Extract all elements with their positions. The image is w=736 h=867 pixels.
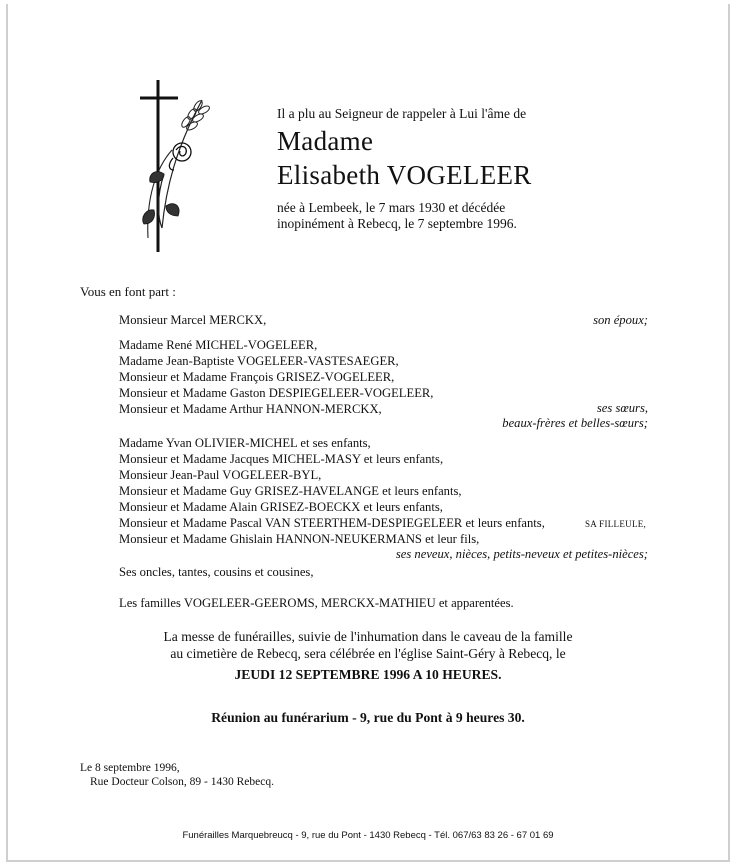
nephew-row: Monsieur Jean-Paul VOGELEER-BYL, bbox=[119, 468, 322, 482]
nephew-row: Monsieur et Madame Pascal VAN STEERTHEM-DESPIEGELEER et leurs enfants, bbox=[119, 516, 545, 530]
sibling-row: Monsieur et Madame François GRISEZ-VOGELEER, bbox=[119, 370, 395, 384]
death-line: inopinément à Rebecq, le 7 septembre 1996. bbox=[277, 216, 517, 231]
nephew-row: Madame Yvan OLIVIER-MICHEL et ses enfants, bbox=[119, 436, 371, 450]
funeral-line-2: au cimetière de Rebecq, sera célébrée en l'église Saint-Géry à Rebecq, le bbox=[170, 646, 566, 661]
nephew-row: Monsieur et Madame Ghislain HANNON-NEUKERMANS et leur fils, bbox=[119, 532, 480, 546]
deceased-name: Elisabeth VOGELEER bbox=[277, 160, 532, 190]
intro-text: Il a plu au Seigneur de rappeler à Lui l'âme de bbox=[277, 106, 527, 121]
siblings-relation-2: beaux-frères et belles-sœurs; bbox=[502, 416, 648, 430]
nephew-row: Monsieur et Madame Alain GRISEZ-BOECKX et leurs enfants, bbox=[119, 500, 443, 514]
nephews-relation: ses neveux, nièces, petits-neveux et petites-nièces; bbox=[395, 547, 648, 561]
family-address: Rue Docteur Colson, 89 - 1430 Rebecq. bbox=[90, 776, 274, 788]
letter-date: Le 8 septembre 1996, bbox=[80, 762, 180, 774]
nephew-row: Monsieur et Madame Jacques MICHEL-MASY et leurs enfants, bbox=[119, 452, 444, 466]
sibling-row: Madame Jean-Baptiste VOGELEER-VASTESAEGER, bbox=[119, 354, 399, 368]
siblings-relation: ses sœurs, bbox=[596, 401, 648, 415]
birth-line: née à Lembeek, le 7 mars 1930 et décédée bbox=[277, 200, 506, 215]
announce-label: Vous en font part : bbox=[80, 284, 176, 299]
nephew-row: Monsieur et Madame Guy GRISEZ-HAVELANGE et leurs enfants, bbox=[119, 484, 462, 498]
birth-death-info bbox=[277, 200, 517, 232]
sibling-row: Madame René MICHEL-VOGELEER, bbox=[119, 338, 318, 352]
uncles-line: Ses oncles, tantes, cousins et cousines, bbox=[119, 565, 314, 579]
funeral-info bbox=[0, 628, 736, 662]
filleule-note: SA FILLEULE, bbox=[585, 519, 647, 529]
funeral-home-footer: Funérailles Marquebreucq - 9, rue du Pont - 1430 Rebecq - Tél. 067/63 83 26 - 67 01 69 bbox=[182, 830, 554, 841]
spouse-name: Monsieur Marcel MERCKX, bbox=[119, 313, 267, 327]
sibling-row: Monsieur et Madame Arthur HANNON-MERCKX, bbox=[119, 402, 382, 416]
funeral-date: JEUDI 12 SEPTEMBRE 1996 A 10 HEURES. bbox=[234, 667, 502, 682]
reunion-info: Réunion au funérarium - 9, rue du Pont à 9 heures 30. bbox=[211, 710, 525, 725]
sibling-row: Monsieur et Madame Gaston DESPIEGELEER-VOGELEER, bbox=[119, 386, 434, 400]
title-salutation: Madame bbox=[277, 126, 374, 156]
funeral-line-1: La messe de funérailles, suivie de l'inhumation dans le caveau de la famille bbox=[163, 629, 573, 644]
place-and-date bbox=[80, 761, 274, 789]
spouse-relation: son époux; bbox=[593, 313, 648, 327]
cross-with-wheat-and-rose-icon bbox=[128, 78, 210, 254]
families-line: Les familles VOGELEER-GEEROMS, MERCKX-MATHIEU et apparentées. bbox=[119, 596, 514, 610]
